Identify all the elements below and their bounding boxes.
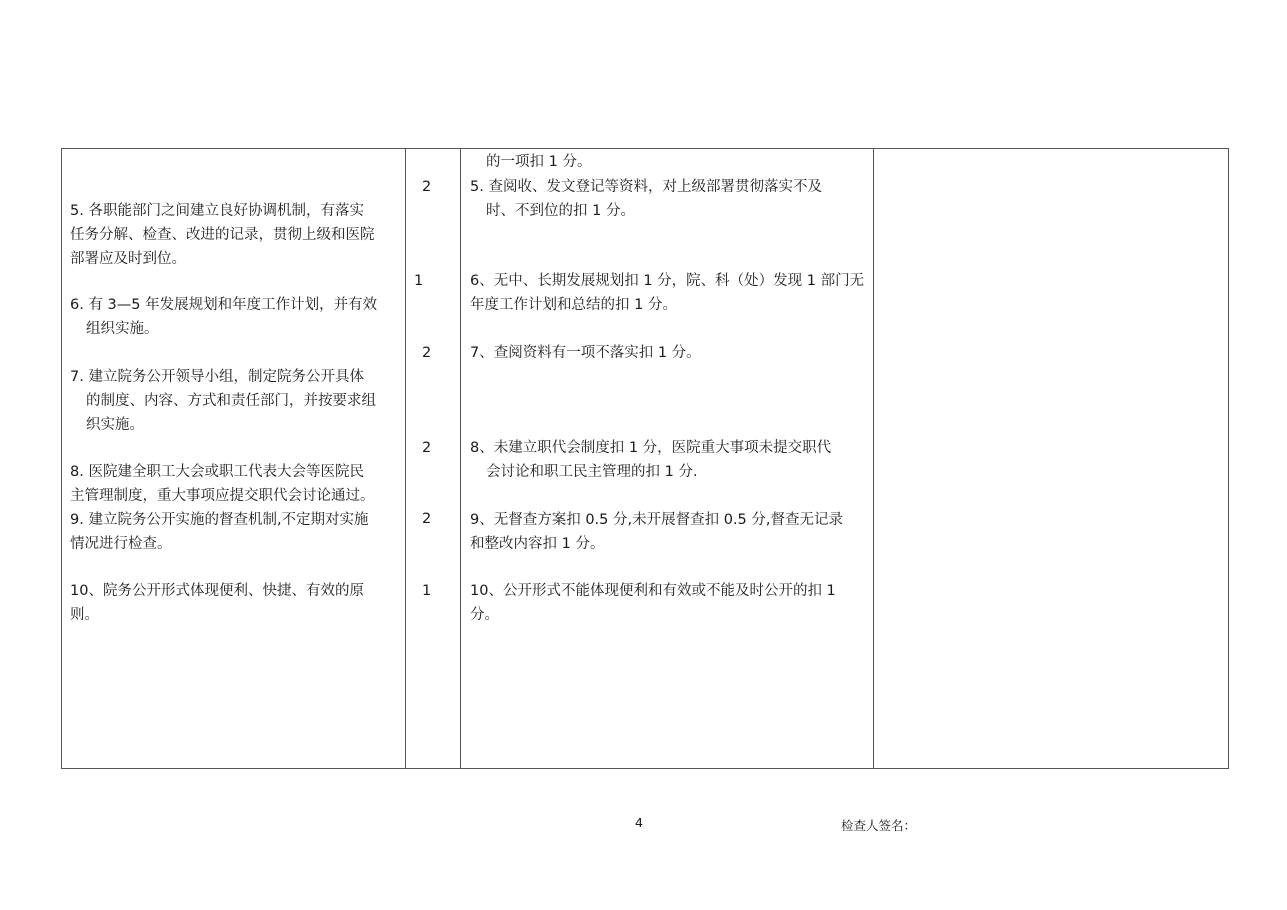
standard-8-line2: 主管理制度，重大事项应提交职代会讨论通过。 (70, 488, 375, 504)
criteria-9-line1: 9、无督查方案扣 0.5 分,未开展督查扣 0.5 分,督查无记录 (470, 512, 843, 528)
standard-7-line2: 的制度、内容、方式和责任部门，并按要求组 (86, 393, 376, 409)
criteria-7-line1: 7、查阅资料有一项不落实扣 1 分。 (470, 345, 701, 361)
score-6: 1 (414, 273, 424, 289)
criteria-5-line1: 5. 查阅收、发文登记等资料，对上级部署贯彻落实不及 (470, 179, 822, 195)
column-divider (405, 149, 406, 768)
criteria-8-line2: 会讨论和职工民主管理的扣 1 分. (486, 464, 698, 480)
standard-6-line2: 组织实施。 (86, 321, 159, 337)
standard-8-line1: 8. 医院建全职工大会或职工代表大会等医院民 (70, 464, 364, 480)
standard-5-line2: 任务分解、检查、改进的记录，贯彻上级和医院 (70, 227, 375, 243)
criteria-8-line1: 8、未建立职代会制度扣 1 分，医院重大事项未提交职代 (470, 440, 832, 456)
standard-5-line1: 5. 各职能部门之间建立良好协调机制，有落实 (70, 203, 364, 219)
standard-10-line1: 10、院务公开形式体现便利、快捷、有效的原 (70, 583, 364, 599)
column-divider (873, 149, 874, 768)
criteria-5-line2: 时、不到位的扣 1 分。 (486, 203, 635, 219)
standard-7-line1: 7. 建立院务公开领导小组，制定院务公开具体 (70, 369, 364, 385)
evaluation-table (61, 148, 1229, 769)
criteria-6-line1: 6、无中、长期发展规划扣 1 分，院、科（处）发现 1 部门无 (470, 273, 865, 289)
standard-9-line1: 9. 建立院务公开实施的督查机制,不定期对实施 (70, 512, 369, 528)
criteria-10-line1: 10、公开形式不能体现便利和有效或不能及时公开的扣 1 (470, 583, 836, 599)
score-8: 2 (422, 440, 432, 456)
criteria-10-line2: 分。 (470, 607, 499, 623)
criteria-6-line2: 年度工作计划和总结的扣 1 分。 (470, 297, 677, 313)
standard-7-line3: 织实施。 (86, 417, 144, 433)
column-divider (460, 149, 461, 768)
score-5: 2 (422, 179, 432, 195)
page-number: 4 (635, 815, 643, 830)
score-10: 1 (422, 583, 432, 599)
standard-5-line3: 部署应及时到位。 (70, 251, 186, 267)
standard-10-line2: 则。 (70, 607, 99, 623)
standard-9-line2: 情况进行检查。 (70, 536, 172, 552)
criteria-9-line2: 和整改内容扣 1 分。 (470, 536, 605, 552)
standard-6-line1: 6. 有 3—5 年发展规划和年度工作计划，并有效 (70, 297, 378, 313)
score-9: 2 (422, 511, 432, 527)
inspector-signature-label: 检查人签名： (841, 818, 917, 833)
score-7: 2 (422, 345, 432, 361)
criteria-continuation: 的一项扣 1 分。 (486, 154, 592, 170)
